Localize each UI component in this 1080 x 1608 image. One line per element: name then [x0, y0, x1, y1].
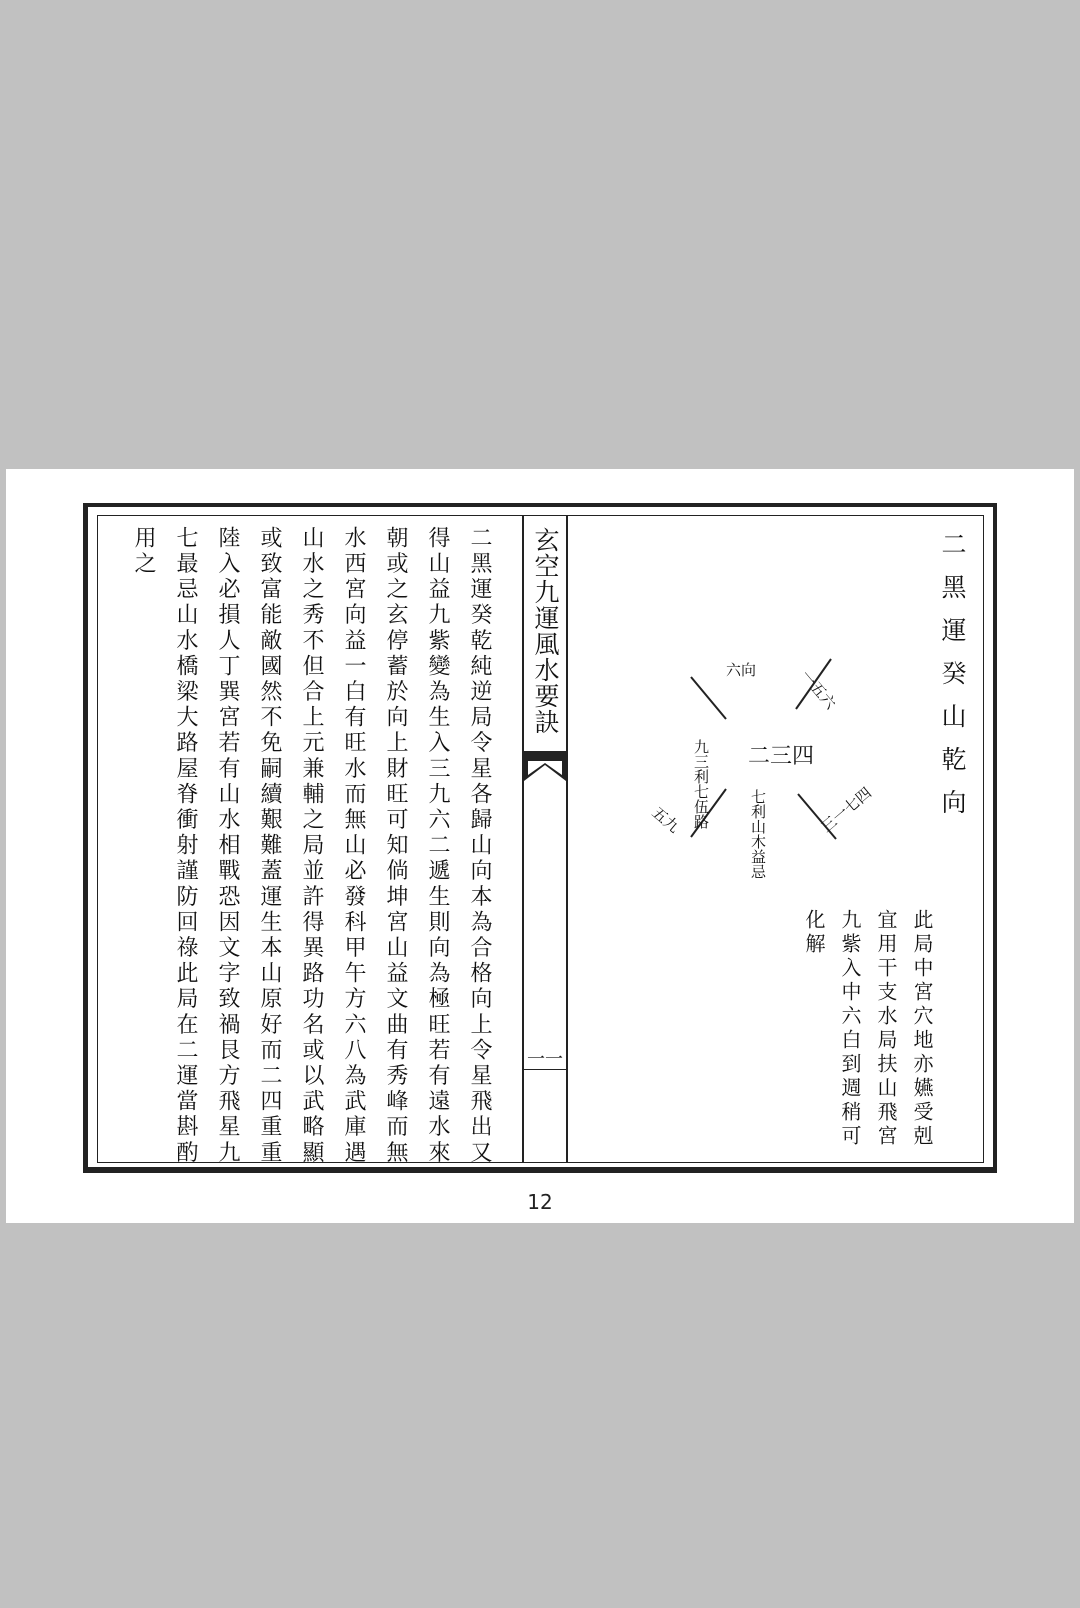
text-column-2: 得山益九紫變為生入三九六二遞生則向為極旺若有遠水來	[425, 526, 450, 1166]
text-column-8: 七最忌山水橋梁大路屋脊衝射謹防回祿此局在二運當斟酌	[173, 526, 198, 1166]
text-column-5: 山水之秀不但合上元兼輔之局並許得異路功名或以武略顯	[299, 526, 324, 1166]
flying-star-diagram	[576, 589, 966, 919]
diagram-label-southeast: 三一七四	[817, 783, 876, 837]
diagram-label-west: 九三利七伍路	[692, 739, 710, 829]
book-spine-strip	[522, 515, 568, 1163]
text-column-9: 用之	[131, 526, 156, 578]
text-column-1: 二黑運癸乾純逆局令星各歸山向本為合格向上令星飛出又	[467, 526, 492, 1166]
note-column-1: 此局中宮穴地亦嬿受剋	[910, 909, 934, 1149]
note-column-4: 化解	[802, 909, 826, 957]
text-column-3: 朝或之玄停蓄於向上財旺可知倘坤宮山益文曲有秀峰而無	[383, 526, 408, 1166]
fish-tail-ornament	[524, 751, 566, 787]
folio-rule	[524, 1069, 566, 1070]
note-column-2: 宜用干支水局扶山飛宮	[874, 909, 898, 1149]
folio-number: 一一	[527, 1049, 563, 1070]
text-column-4: 水西宮向益一白有旺水而無山必發科甲午方六八為武庫遇	[341, 526, 366, 1166]
diagram-label-north: 六向	[726, 661, 757, 679]
note-column-3: 九紫入中六白到週稍可	[838, 909, 862, 1149]
page-number: 12	[527, 1190, 553, 1214]
text-column-6: 或致富能敵國然不免嗣續艱難蓋運生本山原好而二四重重	[257, 526, 282, 1166]
book-page-scan	[6, 469, 1074, 1223]
diagram-center: 二三四	[748, 744, 815, 769]
chart-title: 二黑運癸山乾向	[938, 531, 967, 832]
diagram-label-south: 七利山木益忌	[749, 789, 767, 879]
book-title: 玄空九運風水要訣	[531, 527, 560, 735]
text-column-7: 陸入必損人丁巽宮若有山水相戰恐因文字致禍艮方飛星九	[215, 526, 240, 1166]
diagram-label-southwest: 五九	[648, 803, 683, 837]
diagram-label-northeast: 一五六	[796, 666, 840, 713]
